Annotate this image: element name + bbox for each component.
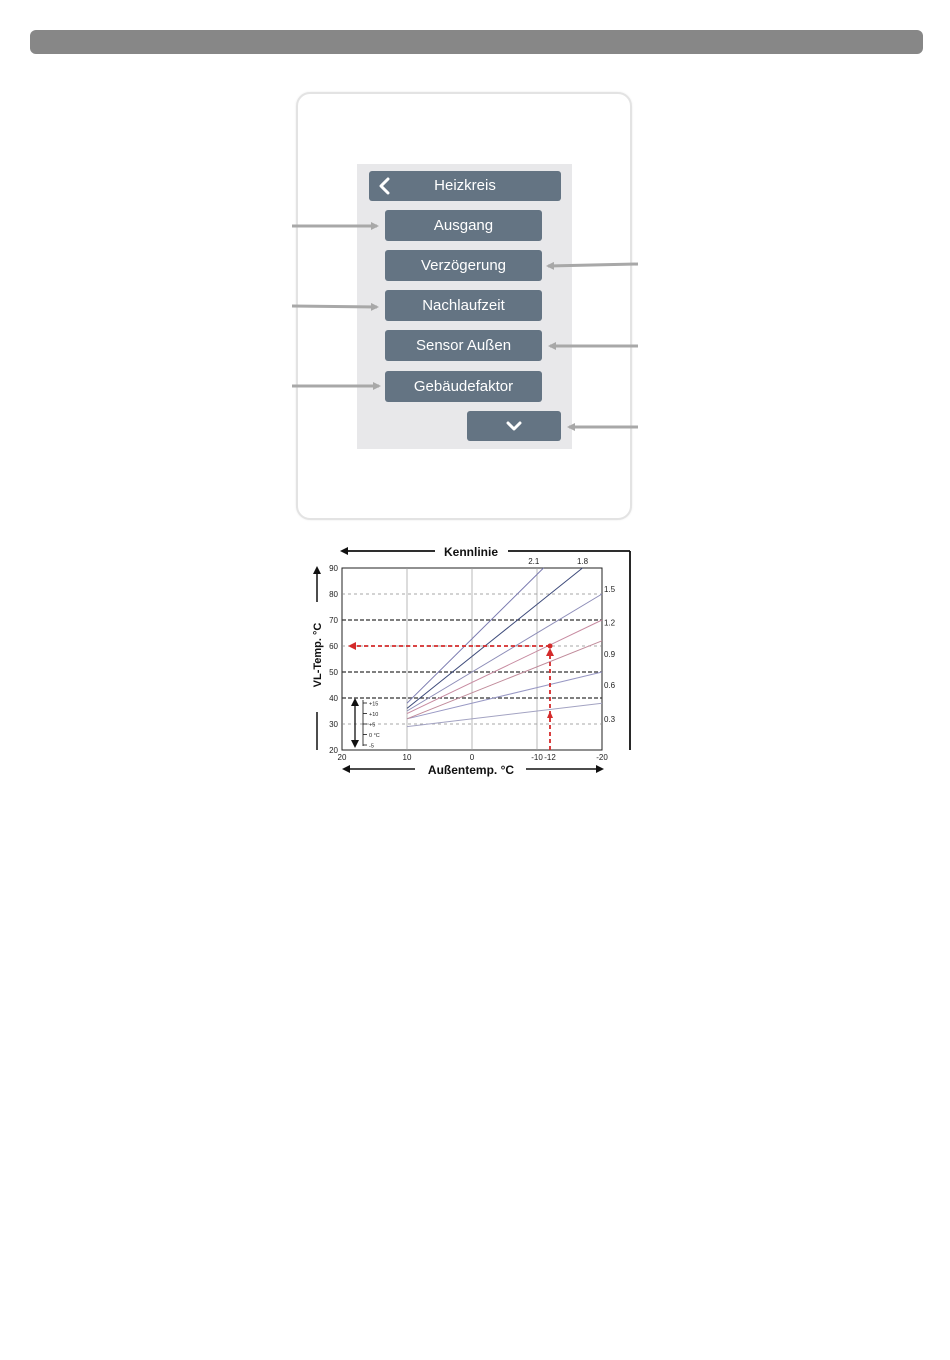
- y-axis-label: VL-Temp. °C: [312, 622, 324, 688]
- x-axis-label: Außentemp. °C: [427, 763, 515, 777]
- menu-item-gebaeudefaktor[interactable]: Gebäudefaktor: [385, 371, 542, 402]
- curve-label-2.1: 2.1: [528, 557, 540, 566]
- x-tick--12: -12: [544, 753, 556, 762]
- screen-title: Heizkreis: [434, 177, 496, 194]
- chevron-down-icon: [506, 420, 522, 432]
- y-tick-40: 40: [329, 694, 338, 703]
- y-tick-70: 70: [329, 616, 338, 625]
- scroll-down-button[interactable]: [467, 411, 561, 441]
- curve-label-1.2: 1.2: [604, 618, 616, 628]
- menu-item-verzoegerung[interactable]: Verzögerung: [385, 250, 542, 281]
- offset-label-1: +10: [369, 712, 379, 718]
- y-tick-90: 90: [329, 564, 338, 573]
- x-tick-20: 20: [337, 753, 347, 762]
- example-point: [548, 644, 553, 649]
- back-header-button[interactable]: [369, 171, 561, 201]
- offset-label-4: -5: [369, 743, 374, 750]
- curve-label-1.5: 1.5: [604, 585, 616, 594]
- curve-label-0.9: 0.9: [604, 649, 616, 659]
- y-tick-30: 30: [329, 720, 338, 729]
- y-tick-50: 50: [329, 668, 338, 677]
- heating-curve-svg: [300, 540, 640, 780]
- offset-label-3: 0 °C: [369, 733, 380, 739]
- x-tick--20: -20: [596, 753, 608, 762]
- x-tick-10: 10: [402, 753, 412, 762]
- offset-label-2: +5: [369, 722, 376, 729]
- page-header-bar: [30, 30, 923, 54]
- menu-item-ausgang[interactable]: Ausgang: [385, 210, 542, 241]
- curve-label-0.6: 0.6: [604, 681, 616, 690]
- offset-label-0: +15: [369, 701, 379, 708]
- menu-item-sensor-aussen[interactable]: Sensor Außen: [385, 330, 542, 361]
- curve-label-1.8: 1.8: [576, 557, 589, 566]
- x-tick-0: 0: [469, 753, 475, 762]
- heating-curve-chart: [300, 540, 640, 780]
- y-tick-20: 20: [329, 746, 338, 755]
- x-tick--10: -10: [531, 753, 543, 762]
- y-tick-60: 60: [329, 642, 338, 651]
- chart-title: Kennlinie: [443, 545, 499, 559]
- curve-label-0.3: 0.3: [604, 714, 616, 724]
- y-tick-80: 80: [329, 590, 338, 599]
- menu-item-nachlaufzeit[interactable]: Nachlaufzeit: [385, 290, 542, 321]
